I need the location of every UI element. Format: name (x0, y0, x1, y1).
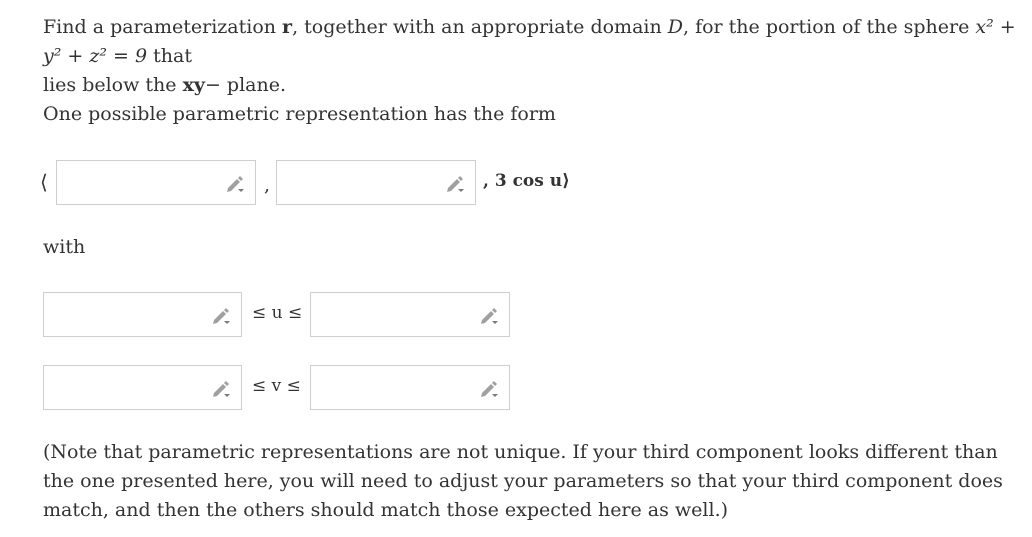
pencil-icon[interactable] (225, 175, 245, 193)
pencil-icon[interactable] (211, 380, 231, 398)
component1-box[interactable] (56, 160, 256, 205)
component3-text: , 3 cos u⟩ (483, 171, 570, 191)
question-part: − plane. (204, 74, 286, 96)
pencil-icon[interactable] (479, 380, 499, 398)
question-part: that (153, 45, 192, 67)
v-lower-box[interactable] (43, 365, 242, 410)
pencil-icon[interactable] (445, 175, 465, 193)
plane-symbol: xy (182, 74, 205, 96)
pencil-icon[interactable] (211, 307, 231, 325)
open-angle-bracket: ⟨ (40, 170, 48, 194)
vector-r-symbol: r (282, 16, 293, 38)
sphere-equation: x² + y² + z² = 9 (43, 16, 1016, 67)
pencil-icon[interactable] (479, 307, 499, 325)
note-text: (Note that parametric representations are not unique. If your third component looks different than the one presented here, you will need to adjust your parameters so that your third component does match, and then the others should match those expected here as well.) (43, 441, 1003, 521)
question-part: , for the portion of the sphere (683, 16, 970, 38)
v-upper-box[interactable] (310, 365, 510, 410)
component-separator: , (264, 174, 271, 196)
with-label: with (43, 236, 86, 258)
question-text (43, 13, 1018, 100)
intro-text: One possible parametric representation has the form (43, 103, 556, 125)
question-part: , together with an appropriate domain (292, 16, 662, 38)
u-inequality: ≤ u ≤ (252, 303, 303, 323)
question-part: lies below the (43, 74, 177, 96)
v-inequality: ≤ v ≤ (252, 376, 301, 396)
domain-symbol: D (667, 16, 683, 38)
component2-box[interactable] (276, 160, 476, 205)
question-part: Find a parameterization (43, 16, 276, 38)
u-upper-box[interactable] (310, 292, 510, 337)
u-lower-box[interactable] (43, 292, 242, 337)
